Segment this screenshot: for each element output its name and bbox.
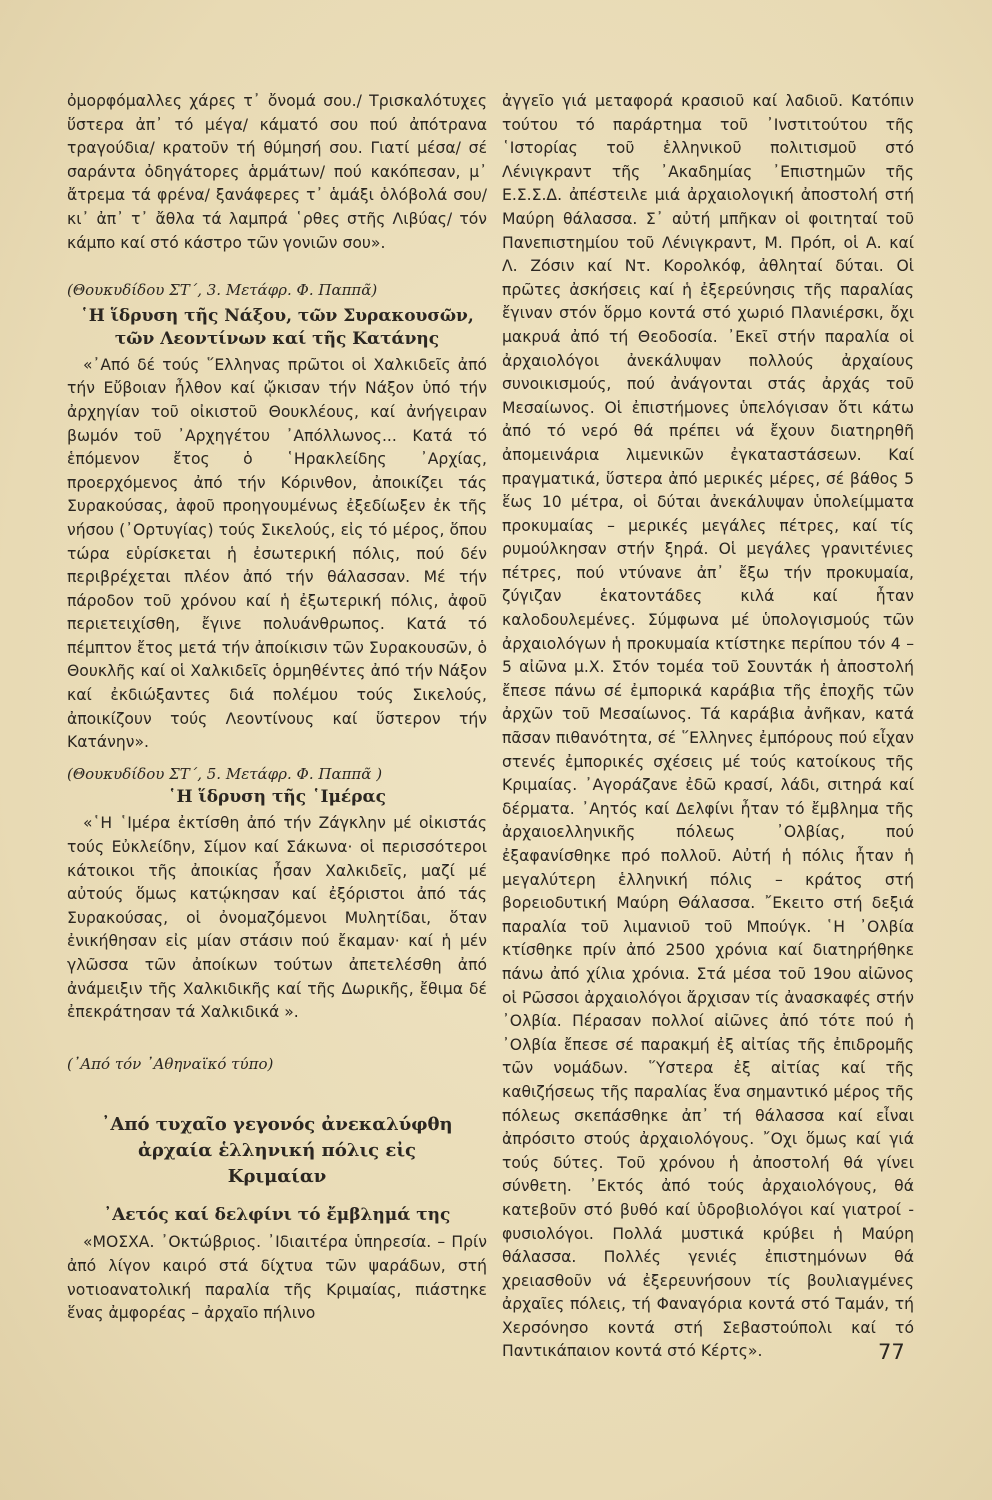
naxos-founding-paragraph: «᾿Από δέ τούς ῞Ελληνας πρῶτοι οἱ Χαλκιδεῖς ἀπό τήν Εὔβοιαν ἦλθον καί ᾤκισαν τήν Νάξον ὑπό τήν ἀρχηγίαν τοῦ οἰκιστοῦ Θουκλέους, καί ἀνήγειραν βωμόν τοῦ ᾿Αρχηγέτου ᾿Απόλλωνος... Κατά τό ἑπόμενον ἔτος ὁ ῾Ηρακλείδης ᾿Αρχίας, προερχόμενος ἀπό τήν Κόρινθον, ἀποικίζει τάς Συρακούσας, ἀφοῦ προηγουμένως ἐξεδίωξεν ἐκ τῆς νήσου (᾿Ορτυγίας) τούς Σικελούς, εἰς τό μέρος, ὅπου τώρα εὑρίσκεται ἡ ἐσωτερική πόλις, πού δέν περιβρέχεται πλέον ἀπό τήν θάλασσαν. Μέ τήν πάροδον τοῦ χρόνου καί ἡ ἐξωτερική πόλις, ἀφοῦ περιετειχίσθη, ἔγινε πολυάνθρωπος. Κατά τό πέμπτον ἔτος μετά τήν ἀποίκισιν τῶν Συρακουσῶν, ὁ Θουκλῆς καί οἱ Χαλκιδεῖς ὁρμηθέντες ἀπό τήν Νάξον καί ἐκδιώξαντες διά πολέμου τούς Σικελούς, ἀποικίζουν τούς Λεοντίνους καί ὕστερον τήν Κατάνην». [67, 355, 487, 752]
source-citation-3: (᾿Από τόν ᾿Αθηναϊκό τύπο) [67, 1054, 274, 1073]
article-intro-paragraph: «ΜΟΣΧΑ. ᾿Οκτώβριος. ᾿Ιδιαιτέρα ὑπηρεσία. – Πρίν ἀπό λίγον καιρό στά δίχτυα τῶν ψαράδων, στή νοτιοανατολική παραλία τῆς Κριμαίας, πιάστηκε ἕνας ἀμφορέας – ἀρχαῖο πήλινο [67, 1233, 487, 1323]
heading-naxos-founding: ῾Η ἵδρυση τῆς Νάξου, τῶν Συρακουσῶν, τῶν Λεοντίνων καί τῆς Κατάνης [80, 305, 474, 349]
source-citation-2: (Θουκυδίδου ΣΤ΄, 5. Μετάφρ. Φ. Παππᾶ ) [67, 764, 383, 783]
article-subtitle: ᾿Αετός καί δελφίνι τό ἔμβλημά της [103, 1205, 451, 1226]
right-column [502, 90, 914, 1364]
source-citation-1: (Θουκυδίδου ΣΤ΄, 3. Μετάφρ. Φ. Παππᾶ) [67, 281, 378, 300]
himera-founding-paragraph: «῾Η ῾Ιμέρα ἐκτίσθη ἀπό τήν Ζάγκλην μέ οἰκιστάς τούς Εὐκλείδην, Σίμον καί Σάκωνα· οἱ περισσότεροι κάτοικοι τῆς ἀποικίας ἦσαν Χαλκιδεῖς, μαζί μέ αὐτούς ὅμως κατῴκησαν καί ἐξόριστοι ἀπό τάς Συρακούσας, οἱ ὀνομαζόμενοι Μυλητίδαι, ὅταν ἐνικήθησαν εἰς μίαν στάσιν πού ἔκαμαν· καί ἡ μέν γλῶσσα τῶν ἀποίκων τούτων ἀπετελέσθη ἀπό ἀνάμειξιν τῆς Χαλκιδικῆς καί τῆς Δωρικῆς, ἔθιμα δέ ἐπεκράτησαν τά Χαλκιδικά ». [67, 814, 487, 1022]
page-number: 77 [878, 1340, 905, 1364]
heading-himera-founding: ῾Η ἵδρυση τῆς ῾Ιμέρας [168, 787, 386, 808]
left-column [67, 90, 487, 1326]
poem-ending-paragraph: ὀμορφόμαλλες χάρες τ᾿ ὄνομά σου./ Τρισκαλότυχες ὕστερα ἀπ᾿ τό μέγα/ κάματό σου πού ἀπότρανα τραγούδια/ κρατοῦν τή θύμησή σου. Γιατί μέσα/ σέ σαράντα ὀδηγάτορες ἁρμάτων/ πού κακόπεσαν, μ᾿ ἄτρεμα τά φρένα/ ξανάφερες τ᾿ ἁμάξι ὁλόβολά σου/ κι᾿ ἀπ᾿ τ᾿ ἄθλα τά λαμπρά ῾ρθες στῆς Λιβύας/ τόν κάμπο καί στό κάστρο τῶν γονιῶν σου». [67, 92, 487, 252]
article-continuation-paragraph: ἀγγεῖο γιά μεταφορά κρασιοῦ καί λαδιοῦ. Κατόπιν τούτου τό παράρτημα τοῦ ᾿Ινστιτούτου τῆς ῾Ιστορίας τοῦ ἑλληνικοῦ πολιτισμοῦ στό Λένιγκραντ τῆς ᾿Ακαδημίας ᾿Επιστημῶν τῆς Ε.Σ.Σ.Δ. ἀπέστειλε μιά ἀρχαιολογική ἀποστολή στή Μαύρη θάλασσα. Σ᾿ αὐτή μπῆκαν οἱ φοιτηταί τοῦ Πανεπιστημίου τοῦ Λένιγκραντ, Μ. Πρόπ, οἱ Α. καί Λ. Ζόσιν καί Ντ. Κορολκόφ, ἀθληταί δύται. Οἱ πρῶτες ἀσκήσεις καί ἡ ἐξερεύνησις τῆς παραλίας ἔγιναν στόν ὅρμο κοντά στό χωριό Πλανιέρσκι, ὄχι μακρυά ἀπό τή Θεοδοσία. ᾿Εκεῖ στήν παραλία οἱ ἀρχαιολόγοι ἀνεκάλυψαν πολλούς ἀρχαίους συνοικισμούς, πού ἀνάγονται στάς ἀρχάς τοῦ Μεσαίωνος. Οἱ ἐπιστήμονες ὑπελόγισαν ὅτι κάτω ἀπό τό νερό θά πρέπει νά ἔχουν διατηρηθῆ ἀπομεινάρια λιμενικῶν ἐγκαταστάσεων. Καί πραγματικά, ὕστερα ἀπό μερικές μέρες, σέ βάθος 5 ἕως 10 μέτρα, οἱ δύται ἀνεκάλυψαν ὑπολείμματα προκυμαίας – μερικές μεγάλες πέτρες, καί τίς ρυμούλκησαν στήν ξηρά. Οἱ μεγάλες γρανιτένιες πέτρες, πού ντύνανε ἀπ᾿ ἔξω τήν προκυμαία, ζύγιζαν ἑκατοντάδες κιλά καί ἦταν καλοδουλεμένες. Σύμφωνα μέ ὑπολογισμούς τῶν ἀρχαιολόγων ἡ προκυμαία κτίστηκε περίπου τόν 4 – 5 αἰῶνα μ.Χ. Στόν τομέα τοῦ Σουντάκ ἡ ἀποστολή ἔπεσε πάνω σέ ἐμπορικά καράβια τῆς ἐποχῆς τῶν ἀρχῶν τοῦ Μεσαίωνος. Τά καράβια ἀνῆκαν, κατά πᾶσαν πιθανότητα, σέ ῞Ελληνες ἐμπόρους πού εἶχαν στενές ἐμπορικές σχέσεις μέ τούς κατοίκους τῆς Κριμαίας. ᾿Αγοράζανε ἐδῶ κρασί, λάδι, σιτηρά καί δέρματα. ᾿Αητός καί Δελφίνι ἦταν τό ἔμβλημα τῆς ἀρχαιοελληνικῆς πόλεως ᾿Ολβίας, πού ἐξαφανίσθηκε πρό πολλοῦ. Αὐτή ἡ πόλις ἦταν ἡ μεγαλύτερη ἑλληνική πόλις – κράτος στή βορειοδυτική Μαύρη Θάλασσα. ῎Εκειτο στή δεξιά παραλία τοῦ λιμανιοῦ τοῦ Μπούγκ. ῾Η ᾿Ολβία κτίσθηκε πρίν ἀπό 2500 χρόνια καί διατηρήθηκε πάνω ἀπό χίλια χρόνια. Στά μέσα τοῦ 19ου αἰῶνος οἱ Ρῶσσοι ἀρχαιολόγοι ἄρχισαν τίς ἀνασκαφές στήν ᾿Ολβία. Πέρασαν πολλοί αἰῶνες ἀπό τότε πού ἡ ᾿Ολβία ἔπεσε σέ παρακμή ἐξ αἰτίας τῆς ἐπιδρομῆς τῶν νομάδων. ῞Υστερα ἐξ αἰτίας καί τῆς καθιζήσεως τῆς παραλίας ἕνα σημαντικό μέρος τῆς πόλεως σκεπάσθηκε ἀπ᾿ τή θάλασσα καί εἶναι ἀπρόσιτο στούς ἀρχαιολόγους. ῎Οχι ὅμως καί γιά τούς δύτες. Τοῦ χρόνου ἡ ἀποστολή θά γίνει σύνθετη. ᾿Εκτός ἀπό τούς ἀρχαιολόγους, θά κατεβοῦν στό βυθό καί ὑδροβιολόγοι καί γιατροί - φυσιολόγοι. Πολλά μυστικά κρύβει ἡ Μαύρη θάλασσα. Πολλές γενιές ἐπιστημόνων θά χρειασθοῦν νά ἐξερευνήσουν τίς βουλιαγμένες ἀρχαῖες πόλεις, τή Φαναγόρια κοντά στό Ταμάν, τή Χερσόνησο κοντά στή Σεβαστούπολι καί τό Παντικάπαιον κοντά στό Κέρτς». [502, 92, 914, 1361]
article-title: ᾿Από τυχαῖο γεγονός ἀνεκαλύφθη ἀρχαία ἑλληνική πόλις εἰς Κριμαίαν [101, 1114, 453, 1188]
